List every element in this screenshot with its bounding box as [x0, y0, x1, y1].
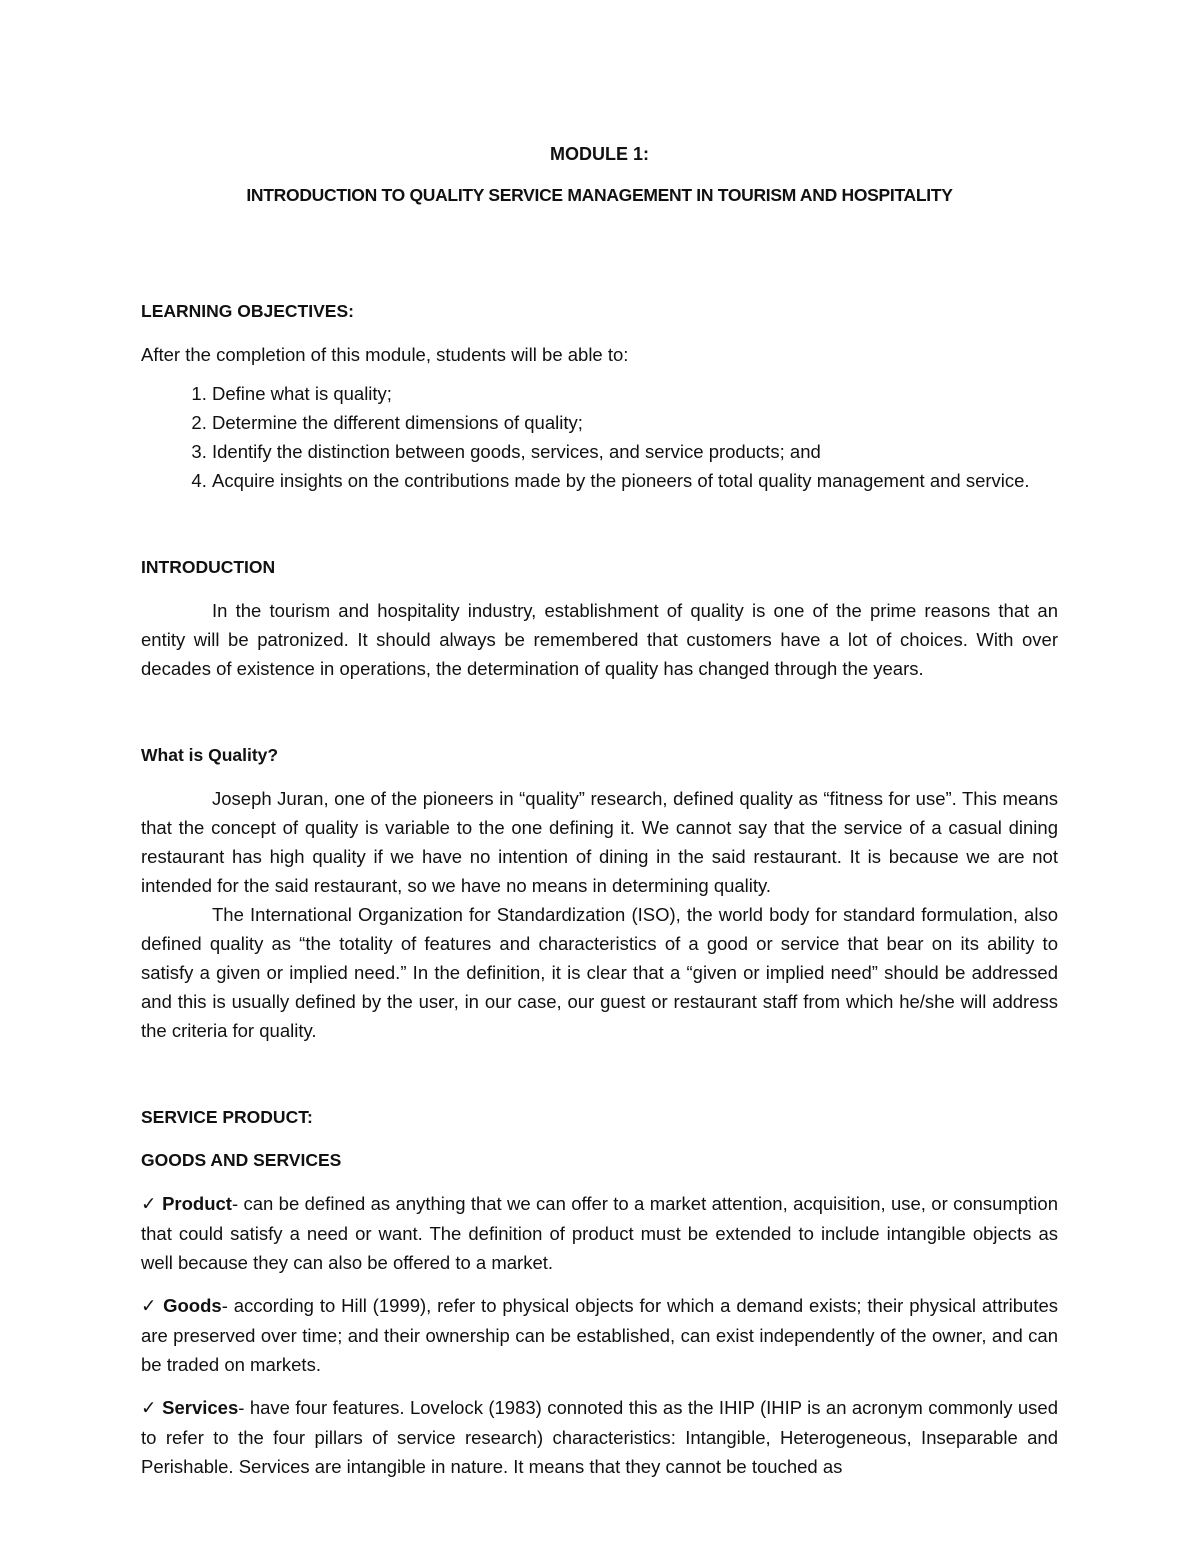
check-mark-icon: ✓ [141, 1194, 157, 1215]
introduction-paragraph: In the tourism and hospitality industry, establishment of quality is one of the prime reasons that an entity will be patronized. It should always be remembered that customers have a lot of choices. With over decades of existence in operations, the determination of quality has changed through the years. [141, 600, 1058, 679]
definition-text: - according to Hill (1999), refer to physical objects for which a demand exists; their physical attributes are preserved over time; and their ownership can be established, can exist independently of the owner, and can be traded on markets. [141, 1295, 1058, 1375]
service-product-heading: SERVICE PRODUCT: [141, 1107, 313, 1127]
objective-item: 1. Define what is quality; [212, 379, 1058, 408]
introduction-heading: INTRODUCTION [141, 557, 276, 577]
learning-objectives-lead: After the completion of this module, students will be able to: [141, 344, 629, 365]
quality-paragraph-juran: Joseph Juran, one of the pioneers in “quality” research, defined quality as “fitness for use”. This means that the concept of quality is variable to the one defining it. We cannot say that the service of a casual dining restaurant has high quality if we have no intention of dining in the said restaurant. It is because we are not intended for the said restaurant, so we have no means in determining quality. [141, 788, 1058, 896]
check-mark-icon: ✓ [141, 1398, 157, 1419]
module-number: MODULE 1: [550, 144, 649, 164]
definition-text: - can be defined as anything that we can offer to a market attention, acquisition, use, or consumption that could satisfy a need or want. The definition of product must be extended to include intangible objects as well because they can also be offered to a market. [141, 1193, 1058, 1273]
definition-term: Services [162, 1397, 239, 1418]
definition-product [141, 1189, 1058, 1277]
definition-term: Goods [163, 1295, 222, 1316]
definition-services [141, 1393, 1058, 1481]
quality-paragraph-iso: The International Organization for Standardization (ISO), the world body for standard formulation, also defined quality as “the totality of features and characteristics of a good or service that bear on its ability to satisfy a given or implied need.” In the definition, it is clear that a “given or implied need” should be addressed and this is usually defined by the user, in our case, our guest or restaurant staff from which he/she will address the criteria for quality. [141, 904, 1058, 1041]
what-is-quality-heading: What is Quality? [141, 745, 279, 765]
definition-term: Product [162, 1193, 232, 1214]
objective-item: 3. Identify the distinction between goods, services, and service products; and [212, 437, 1058, 466]
document-body [141, 140, 1058, 1481]
goods-and-services-heading: GOODS AND SERVICES [141, 1150, 342, 1170]
module-title: INTRODUCTION TO QUALITY SERVICE MANAGEMENT IN TOURISM AND HOSPITALITY [246, 185, 953, 205]
definition-goods [141, 1291, 1058, 1379]
check-mark-icon: ✓ [141, 1296, 158, 1317]
objectives-list [141, 379, 1058, 495]
objective-item: 4. Acquire insights on the contributions made by the pioneers of total quality management and service. [212, 466, 1058, 495]
objective-item: 2. Determine the different dimensions of quality; [212, 408, 1058, 437]
definition-text: - have four features. Lovelock (1983) connoted this as the IHIP (IHIP is an acronym commonly used to refer to the four pillars of service research) characteristics: Intangible, Heterogeneous, Inseparable and Perishable. Services are intangible in nature. It means that they cannot be touched as [141, 1397, 1058, 1477]
learning-objectives-heading: LEARNING OBJECTIVES: [141, 301, 354, 321]
